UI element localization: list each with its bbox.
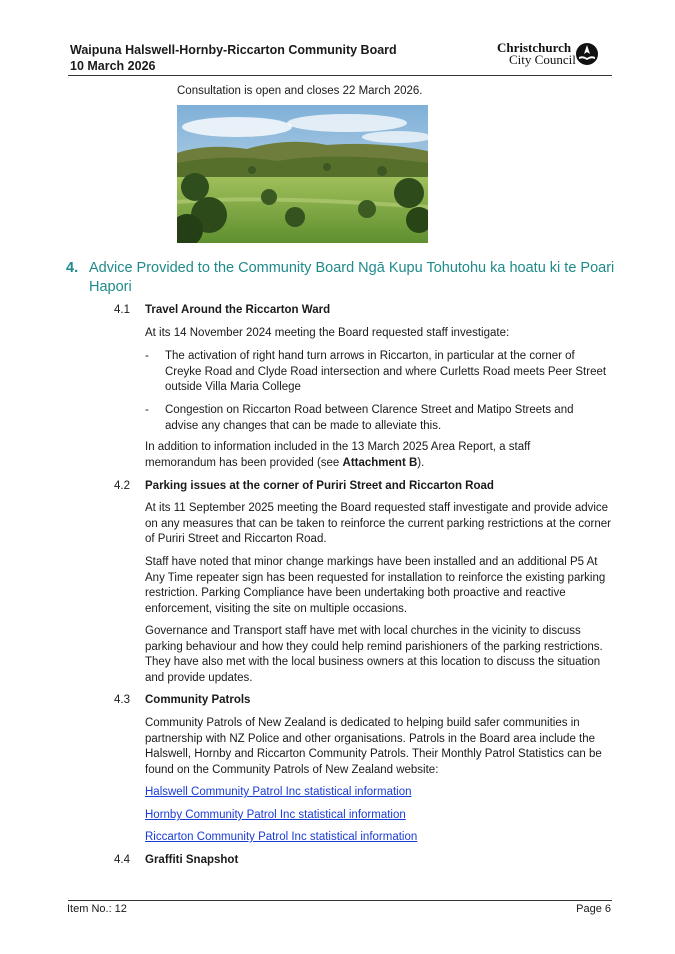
riccarton-patrol-link[interactable]: Riccarton Community Patrol Inc statistical information <box>145 831 418 843</box>
item-4-3-title: Community Patrols <box>145 694 251 706</box>
landscape-photo <box>177 105 428 243</box>
halswell-patrol-link[interactable]: Halswell Community Patrol Inc statistical information <box>145 786 412 798</box>
logo-line2: City Council <box>509 52 576 67</box>
logo-line1: Christchurch <box>497 40 572 55</box>
item-4-1-bullet-2: Congestion on Riccarton Road between Clarence Street and Matipo Streets and advise any changes that can be made to alleviate this. <box>165 404 574 432</box>
item-4-1-attachment-paragraph <box>145 440 545 471</box>
item-4-1-title: Travel Around the Riccarton Ward <box>145 304 331 316</box>
council-emblem-icon <box>575 42 599 66</box>
footer-page-number: Page 6 <box>576 903 611 915</box>
section-number: 4. <box>66 260 79 276</box>
item-4-4-title: Graffiti Snapshot <box>145 854 239 866</box>
footer-item-number: Item No.: 12 <box>67 903 127 915</box>
item-4-1-intro: At its 14 November 2024 meeting the Board requested staff investigate: <box>145 327 510 339</box>
para-text-end: ). <box>417 456 425 469</box>
item-4-3-number: 4.3 <box>114 694 130 706</box>
document-header <box>70 42 397 74</box>
meeting-date: 10 March 2026 <box>70 59 156 73</box>
item-4-2-title: Parking issues at the corner of Puriri Street and Riccarton Road <box>145 480 494 492</box>
item-4-2-paragraph-1: At its 11 September 2025 meeting the Board requested staff investigate and provide advice on any measures that can be taken to reinforce the current parking restrictions at the corner of Puriri Street and Riccarton Road. <box>145 502 611 545</box>
bullet-dash: - <box>145 404 149 416</box>
item-4-2-number: 4.2 <box>114 480 130 492</box>
footer-divider <box>68 900 612 901</box>
item-4-3-paragraph: Community Patrols of New Zealand is dedicated to helping build safer communities in partnership with NZ Police and other organisations. Patrols in the Board area include the Halswell, Hornby and Riccarton Community Patrols. Their Monthly Patrol Statistics can be found on the Community Patrols of New Zealand website: <box>145 717 602 776</box>
council-logo <box>497 42 607 70</box>
item-4-4-number: 4.4 <box>114 854 130 866</box>
hornby-patrol-link[interactable]: Hornby Community Patrol Inc statistical information <box>145 809 406 821</box>
bullet-dash: - <box>145 350 149 362</box>
item-4-1-bullet-1: The activation of right hand turn arrows in Riccarton, in particular at the corner of Creyke Road and Clyde Road intersection and where Curletts Road meets Peer Street outside Villa Maria College <box>165 350 607 393</box>
header-divider <box>68 75 612 76</box>
attachment-reference: Attachment B <box>342 456 418 469</box>
section-title: Advice Provided to the Community Board Ngā Kupu Tohutohu ka hoatu ki te Poari Hapori <box>89 260 615 295</box>
consultation-text: Consultation is open and closes 22 March 2026. <box>177 85 423 97</box>
item-4-2-paragraph-2: Staff have noted that minor change markings have been installed and an additional P5 At Any Time repeater sign has been requested for installation to reinforce the existing parking restriction. Parking Compliance have been undertaking both proactive and reactive enforcement, visiting the site on multiple occasions. <box>145 556 606 615</box>
item-4-1-number: 4.1 <box>114 304 130 316</box>
board-name: Waipuna Halswell-Hornby-Riccarton Community Board <box>70 43 397 57</box>
item-4-2-paragraph-3: Governance and Transport staff have met with local churches in the vicinity to discuss parking behaviour and how they could help remind parishioners of the parking restrictions. They have also met with the local business owners at this location to discuss the situation and provide updates. <box>145 625 603 684</box>
para-text: In addition to information included in the 13 March 2025 Area Report, a staff memorandum has been provided (see <box>145 441 531 469</box>
